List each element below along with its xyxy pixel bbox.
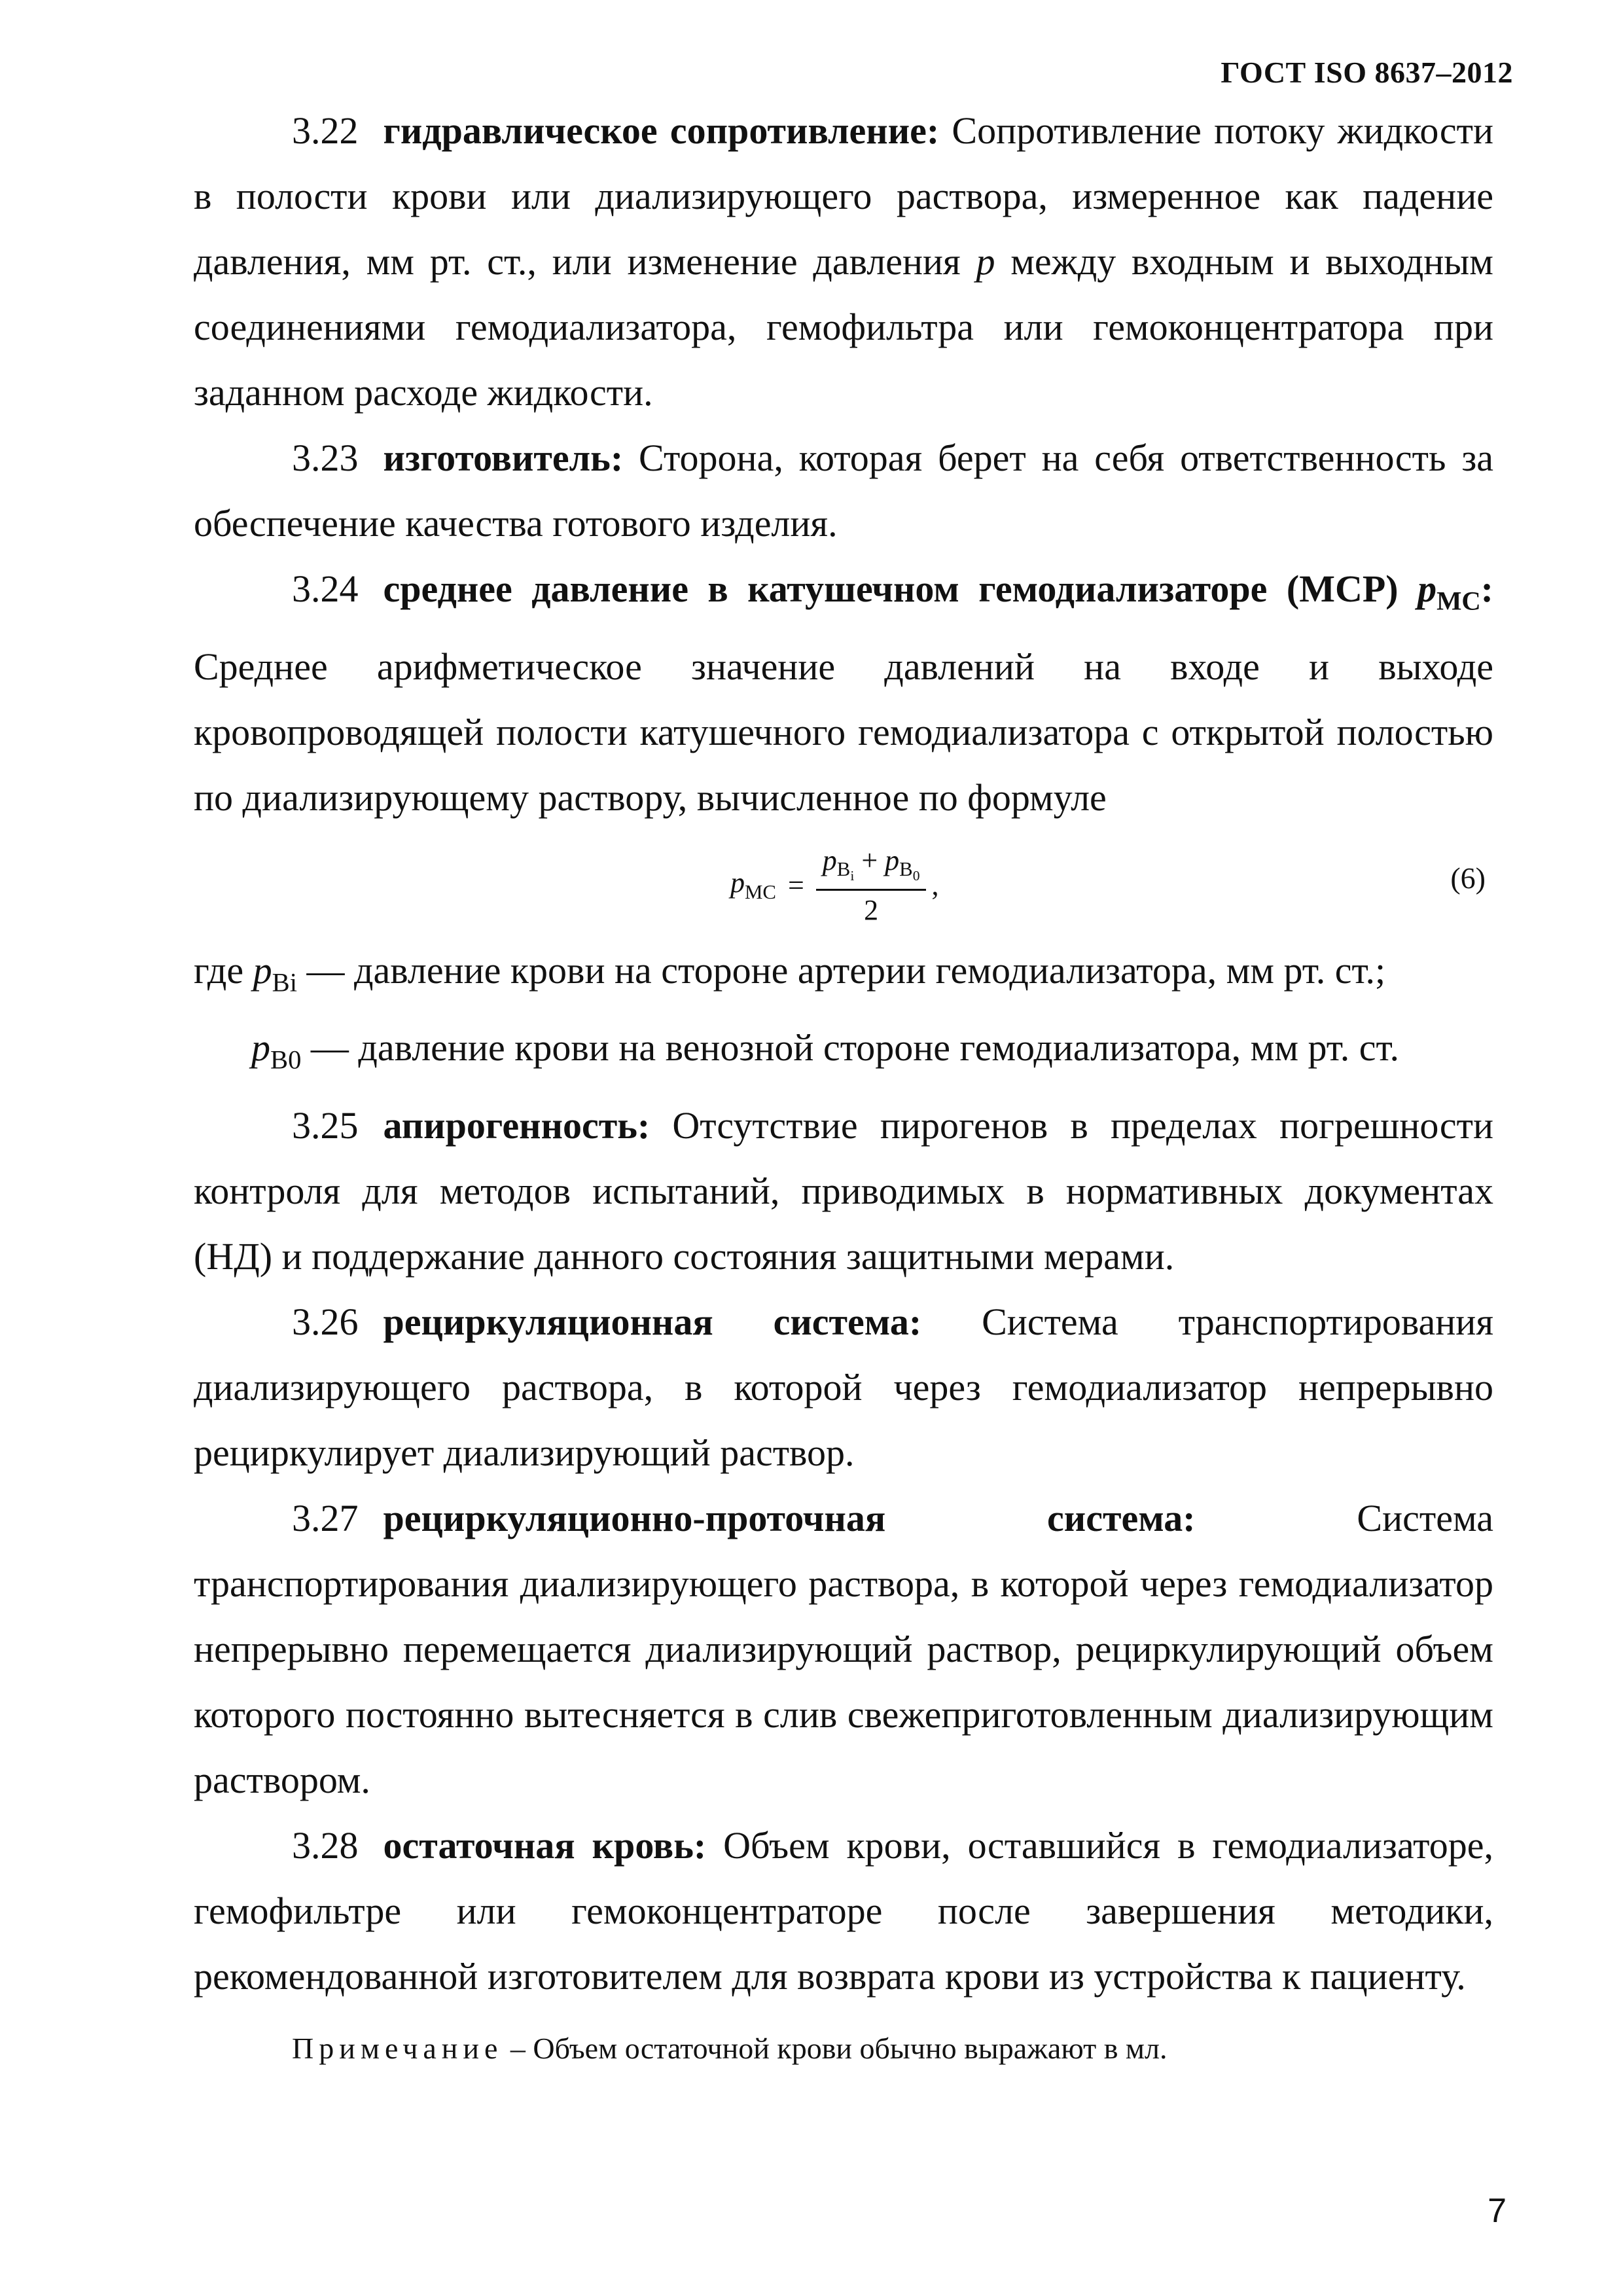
clause-3-27 [194, 1486, 1493, 1813]
note [194, 2022, 1493, 2075]
clause-term: остаточная кровь: [383, 1823, 707, 1867]
clause-text: Система транспортирования диализирующего раствора, в которой через гемодиализатор непрерывно рециркулирует диализирующий раствор. [194, 1300, 1494, 1474]
clause-number: 3.24 [292, 567, 359, 610]
fraction-denominator: 2 [864, 893, 879, 926]
clause-term: изготовитель: [383, 437, 624, 479]
pressure-symbol: p [976, 240, 995, 283]
where-line-2: $p_{B0}$ — давление крови на венозной стороне гемодиализатора, мм рт. ст. [251, 1026, 1399, 1075]
clause-text: Система транспортирования диализирующего раствора, в которой через гемодиализатор непрерывно перемещается диализирующий раствор, рециркулирующий объем которого постоянно вытесняется в слив свежеприготовленным диализирующим раствором. [194, 1496, 1493, 1801]
clause-number: 3.22 [292, 109, 359, 152]
clause-text: Среднее арифметическое значение давлений на входе и выходе кровопроводящей полости катушечного гемодиализатора с открытой полостью по диализирующему раствору, вычисленное по формуле [194, 645, 1493, 819]
clause-3-26 [194, 1289, 1493, 1486]
clause-number: 3.25 [292, 1103, 359, 1147]
formula-fraction [816, 844, 927, 927]
page-content [194, 98, 1493, 2075]
clause-term: гидравлическое сопротивление: [383, 109, 940, 152]
clause-text: Отсутствие пирогенов в пределах погрешности контроля для методов испытаний, приводимых в нормативных документах (НД) и поддержание данного состояния защитными мерами. [194, 1103, 1493, 1278]
clause-number: 3.23 [292, 437, 359, 479]
clause-text: Сторона, которая берет на себя ответственность за обеспечение качества готового изделия. [194, 437, 1493, 545]
fraction-numerator: $p_{B_i} + p_{B_0}$ [816, 844, 927, 891]
clause-term: рециркуляционно-проточная система: [383, 1496, 1196, 1539]
clause-number: 3.28 [292, 1823, 359, 1867]
clause-term: рециркуляционная система: [383, 1300, 922, 1343]
clause-3-22 [194, 98, 1493, 425]
formula-comma: , [931, 869, 939, 901]
clause-number: 3.27 [292, 1496, 359, 1539]
document-header: ГОСТ ISO 8637–2012 [1221, 56, 1513, 89]
clause-text: Сопротивление потоку жидкости в полости крови или диализирующего раствора, измеренное как падение давления, мм рт. ст., или изменение давления [194, 109, 1493, 283]
term-colon: : [1480, 567, 1493, 610]
clause-term: апирогенность: [383, 1103, 651, 1147]
note-label: Примечание [292, 2031, 503, 2065]
clause-text: Объем крови, оставшийся в гемодиализаторе, гемофильтре или гемоконцентраторе после завершения методики, рекомендованной изготовителем для возврата крови из устройства к пациенту. [194, 1823, 1493, 1998]
mcp-symbol-sub: МС [1436, 586, 1481, 616]
formula-expression [730, 844, 938, 927]
clause-number: 3.26 [292, 1300, 359, 1343]
clause-3-25 [194, 1093, 1493, 1289]
clause-3-28 [194, 1813, 1493, 2009]
clause-3-23 [194, 425, 1493, 556]
clause-3-24 [194, 556, 1493, 831]
where-line-1: где $p_{Bi}$ — давление крови на стороне артерии гемодиализатора, мм рт. ст.; [194, 948, 1386, 997]
equation-number: (6) [1450, 861, 1486, 895]
note-text: – Объем остаточной крови обычно выражают в мл. [503, 2031, 1168, 2065]
clause-text-cont: между входным и выходным соединениями гемодиализатора, гемофильтра или гемоконцентратора при заданном расходе жидкости. [194, 240, 1493, 414]
formula-6 [194, 834, 1493, 938]
mcp-symbol: p [1418, 567, 1437, 610]
formula-equals: = [787, 869, 804, 901]
clause-term: среднее давление в катушечном гемодиализаторе (МСР) [383, 567, 1418, 610]
page-number: 7 [1488, 2192, 1507, 2230]
formula-lhs: $p_{MC}$ [730, 867, 776, 903]
